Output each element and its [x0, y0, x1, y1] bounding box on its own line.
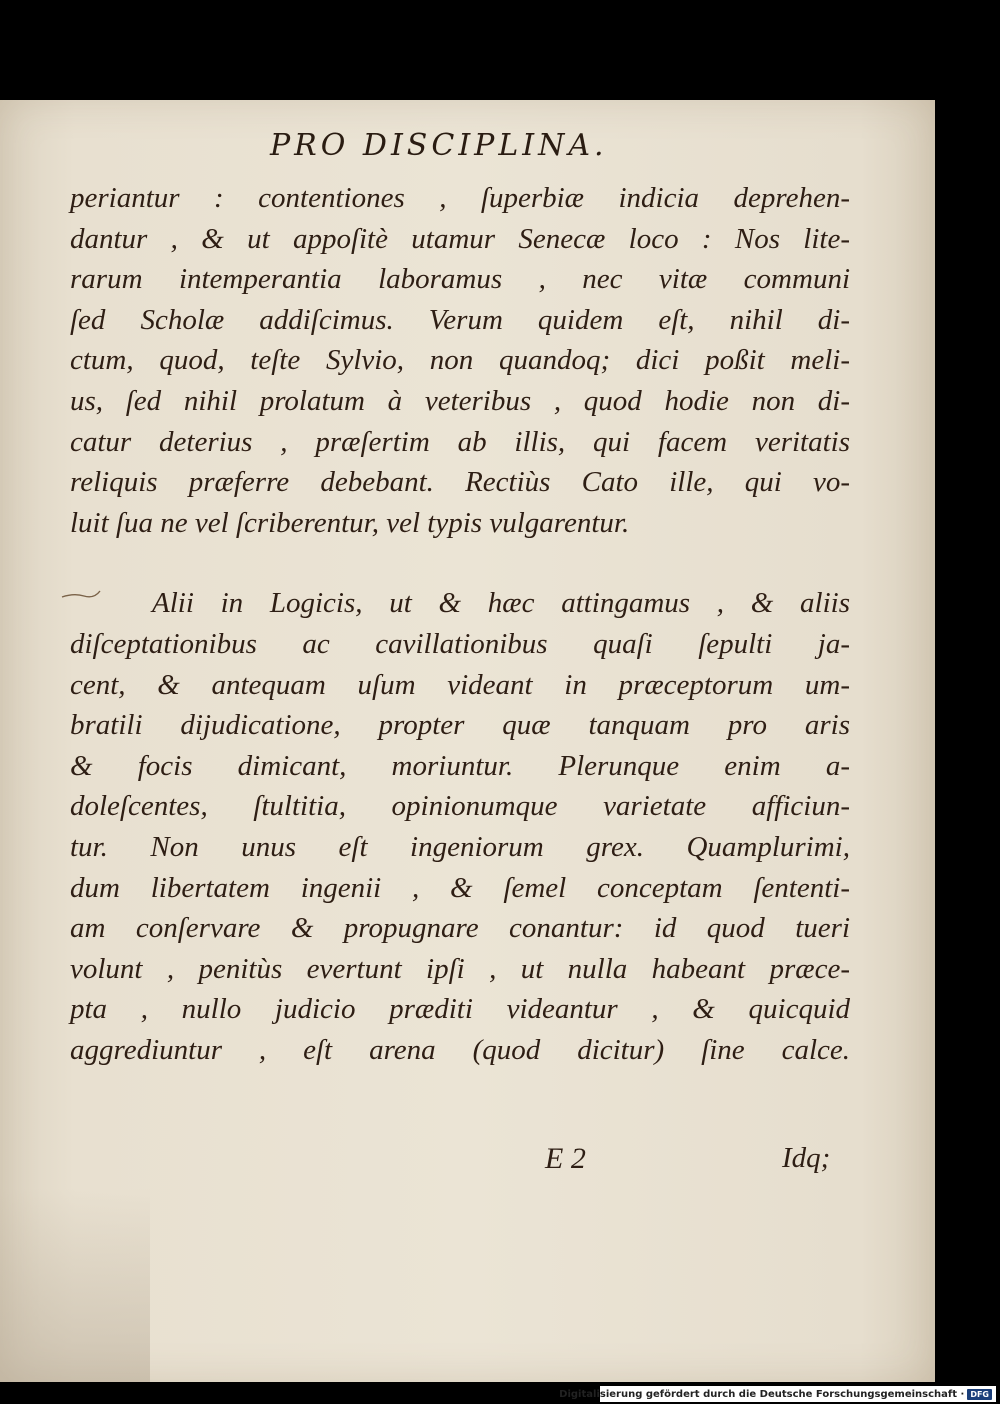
text-line: Alii in Logicis, ut & hæc attingamus , & aliis [152, 587, 850, 620]
text-line: rarum intemperantia laboramus , nec vitæ communi [70, 263, 850, 296]
text-line: doleſcentes, ſtultitia, opinionumque varietate afficiun- [70, 790, 850, 823]
text-line: us, ſed nihil prolatum à veteribus , quod hodie non di- [70, 384, 850, 417]
text-line: tur. Non unus eſt ingeniorum grex. Quamplurimi, [70, 830, 850, 863]
text-line: bratili dijudicatione, propter quæ tanquam pro aris [70, 709, 850, 742]
page-stain [0, 1188, 150, 1382]
body-text [70, 178, 850, 1070]
text-line: ctum, quod, teſte Sylvio, non quandoq; dici poßit meli- [70, 344, 850, 377]
pen-stroke-icon [60, 585, 110, 605]
text-line: & focis dimicant, moriuntur. Plerunque enim a- [70, 749, 850, 782]
text-line: volunt , penitùs evertunt ipſi , ut nulla habeant præce- [70, 952, 850, 985]
text-line: catur deterius , præſertim ab illis, qui facem veritatis [70, 425, 850, 458]
scanned-page [0, 100, 935, 1382]
text-line: reliquis præferre debebant. Rectiùs Cato ille, qui vo- [70, 466, 850, 499]
text-line: periantur : contentiones , ſuperbiæ indicia deprehen- [70, 182, 850, 214]
text-line: pta , nullo judicio præditi videantur , & quicquid [70, 993, 850, 1026]
digitization-footer [559, 1386, 996, 1402]
dfg-logo-icon: DFG [967, 1389, 992, 1400]
text-line: ſed Scholæ addiſcimus. Verum quidem eſt, nihil di- [70, 303, 850, 336]
running-title: PRO DISCIPLINA. [270, 128, 608, 163]
text-line: diſceptationibus ac cavillationibus quaſi ſepulti ja- [70, 627, 850, 660]
text-line: dantur , & ut appoſitè utamur Senecæ loco : Nos lite- [70, 222, 850, 255]
footer-text: Digitalisierung gefördert durch die Deutsche Forschungsgemeinschaft · [559, 1388, 965, 1400]
text-line: am conſervare & propugnare conantur: id quod tueri [70, 912, 850, 945]
text-line: cent, & antequam uſum videant in præceptorum um- [70, 668, 850, 701]
margin-mark [60, 585, 110, 605]
text-line: dum libertatem ingenii , & ſemel conceptam ſententi- [70, 871, 850, 904]
text-line: luit ſua ne vel ſcriberentur, vel typis vulgarentur. [70, 506, 630, 539]
paragraph-gap [70, 543, 850, 583]
signature-mark: E 2 [545, 1142, 586, 1175]
text-line: aggrediuntur , eſt arena (quod dicitur) ſine calce. [70, 1033, 850, 1066]
catchword: Idq; [782, 1142, 831, 1174]
